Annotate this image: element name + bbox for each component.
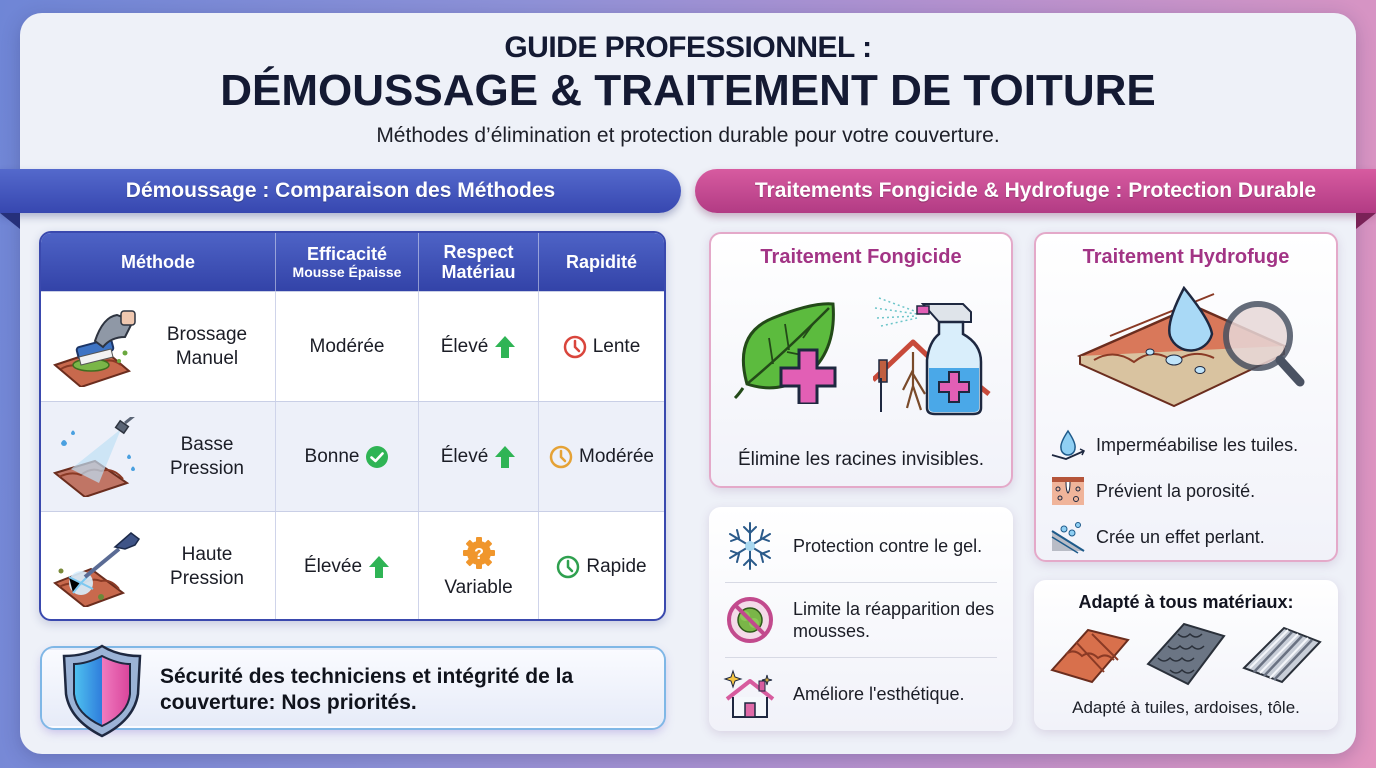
benefit-label: Améliore l'esthétique. — [793, 684, 965, 704]
table-row — [41, 291, 664, 401]
respect-value: Élevé — [440, 335, 489, 357]
rapidite-cell — [539, 402, 664, 511]
item-label: Prévient la porosité. — [1096, 480, 1256, 501]
respect-cell — [419, 512, 539, 621]
column-header-methode — [41, 233, 276, 291]
shield-icon — [58, 642, 146, 738]
method-cell — [41, 292, 276, 401]
clay-tile-icon — [1048, 620, 1132, 686]
item-label: Crée un effet perlant. — [1096, 526, 1265, 547]
method-name-line: Pression — [170, 457, 244, 479]
header-label: Matériau — [441, 262, 516, 282]
no-moss-icon — [723, 593, 777, 647]
ribbon-fold — [1356, 213, 1376, 229]
respect-cell — [419, 402, 539, 511]
list-item — [723, 593, 999, 647]
materials-title: Adapté à tous matériaux: — [1078, 592, 1294, 612]
green-up-arrow-icon — [494, 445, 516, 469]
rapidite-cell — [539, 292, 664, 401]
left-section-ribbon — [0, 169, 681, 213]
right-section-ribbon — [695, 169, 1376, 213]
green-up-arrow-icon — [494, 335, 516, 359]
sparkling-house-icon — [723, 667, 777, 721]
efficacite-cell — [276, 402, 419, 511]
header-label: Efficacité — [306, 244, 388, 264]
water-drop-repel-icon — [1050, 427, 1086, 463]
list-item — [1050, 468, 1335, 514]
list-item — [1050, 422, 1335, 468]
method-name-line: Manuel — [175, 347, 239, 369]
table-row — [41, 401, 664, 511]
leaf-plus-icon — [733, 294, 853, 404]
efficacite-cell — [276, 292, 419, 401]
slate-icon — [1144, 620, 1228, 686]
green-check-icon — [365, 445, 389, 469]
header-sublabel: Mousse Épaisse — [292, 264, 402, 280]
safety-banner — [42, 648, 664, 728]
orange-clock-icon — [549, 445, 573, 469]
snowflake-icon — [723, 519, 777, 573]
rapidite-value: Rapide — [586, 555, 647, 577]
ribbon-fold — [0, 213, 20, 229]
tile-water-drop-magnifier-icon — [1074, 286, 1314, 410]
list-item — [723, 667, 999, 721]
header-label: Méthode — [121, 252, 195, 272]
rapidite-value: Lente — [592, 335, 641, 357]
method-name — [157, 433, 257, 481]
hydrofuge-card — [1034, 232, 1338, 562]
low-pressure-spray-tile-icon — [51, 417, 141, 497]
item-label: Imperméabilise les tuiles. — [1096, 434, 1299, 455]
list-item — [1050, 514, 1335, 560]
rapidite-value: Modérée — [579, 445, 654, 467]
column-header-respect — [419, 233, 539, 291]
rapidite-cell — [539, 512, 664, 621]
porosity-layer-icon — [1050, 473, 1086, 509]
fongicide-title: Traitement Fongicide — [760, 246, 962, 268]
green-clock-icon — [556, 555, 580, 579]
spray-bottle-house-roots-icon — [873, 290, 993, 420]
column-header-rapidite — [539, 233, 664, 291]
red-clock-icon — [563, 335, 587, 359]
high-pressure-washer-tile-icon — [51, 527, 141, 607]
materials-card — [1034, 580, 1338, 730]
fongicide-card — [709, 232, 1013, 488]
table-header — [41, 233, 664, 291]
right-ribbon-label: Traitements Fongicide & Hydrofuge : Protection Durable — [754, 179, 1317, 202]
left-ribbon-label: Démoussage : Comparaison des Méthodes — [125, 179, 556, 202]
method-name-line: Haute — [181, 543, 233, 565]
materials-icons — [1048, 620, 1324, 686]
metal-sheet-icon — [1240, 620, 1324, 686]
divider — [725, 657, 997, 658]
benefit-label: Limite la réapparition des mousses. — [793, 599, 995, 641]
green-up-arrow-icon — [368, 555, 390, 579]
fongicide-description: Élimine les racines invisibles. — [737, 449, 985, 470]
method-name-line: Pression — [170, 567, 244, 589]
divider — [725, 582, 997, 583]
method-cell — [41, 402, 276, 511]
table-row — [41, 511, 664, 621]
svg-text:?: ? — [473, 545, 484, 563]
brush-scrubbing-tile-icon — [51, 307, 141, 387]
method-name — [157, 543, 257, 591]
safety-message: Sécurité des techniciens et intégrité de la couverture: Nos priorités. — [160, 665, 574, 714]
title-line-1: GUIDE PROFESSIONNEL : — [504, 31, 872, 64]
benefits-card — [709, 507, 1013, 731]
efficacite-cell — [276, 512, 419, 621]
header-label: Respect — [443, 242, 514, 262]
respect-cell — [419, 292, 539, 401]
benefit-label: Protection contre le gel. — [793, 536, 983, 556]
efficacite-value: Bonne — [304, 445, 360, 467]
efficacite-value: Élevée — [303, 555, 363, 577]
method-name-line: Basse — [180, 433, 234, 455]
hydrofuge-benefits-list — [1050, 422, 1335, 560]
hydrofuge-title: Traitement Hydrofuge — [1082, 246, 1290, 268]
orange-question-gear-icon — [461, 535, 497, 571]
subtitle: Méthodes d’élimination et protection durable pour votre couverture. — [376, 124, 1000, 147]
efficacite-value: Modérée — [309, 335, 385, 357]
materials-description: Adapté à tuiles, ardoises, tôle. — [1072, 698, 1300, 717]
methods-comparison-table — [39, 231, 666, 621]
method-cell — [41, 512, 276, 621]
beading-drops-icon — [1050, 519, 1086, 555]
respect-value: Variable — [444, 576, 513, 598]
respect-value: Élevé — [440, 445, 489, 467]
column-header-efficacite — [276, 233, 419, 291]
list-item — [723, 519, 999, 573]
header-label: Rapidité — [565, 252, 637, 272]
method-name — [157, 323, 257, 371]
method-name-line: Brossage — [166, 323, 248, 345]
page-title: DÉMOUSSAGE & TRAITEMENT DE TOITURE — [220, 66, 1156, 115]
